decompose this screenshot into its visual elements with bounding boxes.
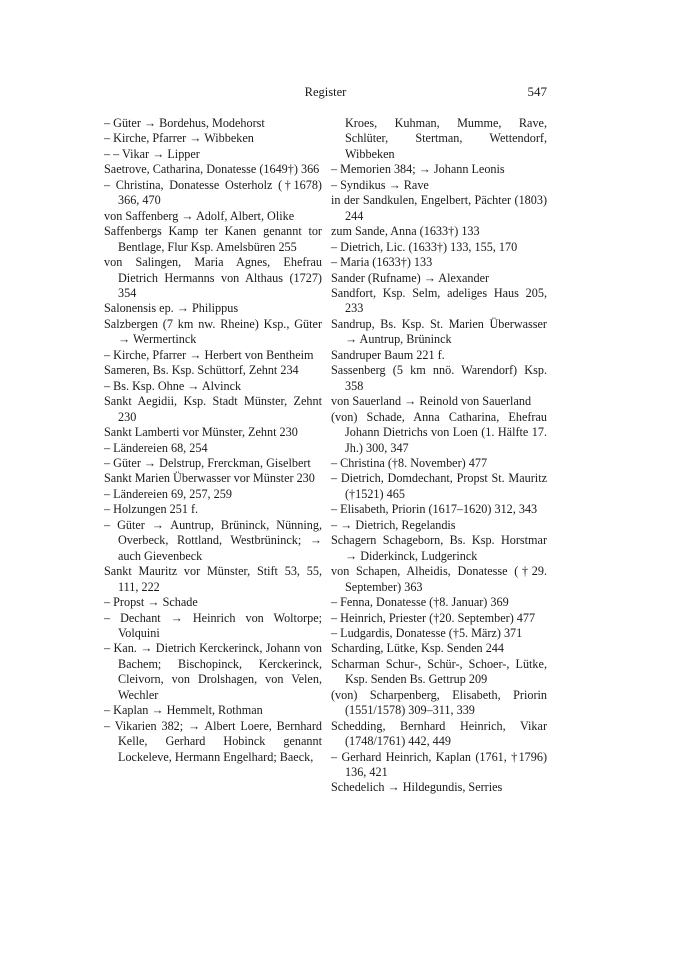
index-entry: – Propst → Schade [104, 595, 198, 610]
page-number: 547 [527, 84, 547, 99]
index-entry: Schedding, Bernhard Heinrich, Vikar (1748/1761) 442, 449 [331, 718, 547, 749]
index-entry: – Ländereien 69, 257, 259 [104, 486, 232, 501]
index-entry: – Gerhard Heinrich, Kaplan (1761, †1796) 136, 421 [331, 749, 547, 780]
index-entry: Sameren, Bs. Ksp. Schüttorf, Zehnt 234 [104, 363, 299, 378]
index-entry: – Dietrich, Lic. (1633†) 133, 155, 170 [331, 239, 518, 254]
index-entry: – Memorien 384; → Johann Leonis [331, 162, 505, 177]
index-entry: – → Dietrich, Regelandis [331, 517, 456, 532]
index-entry: Sandrup, Bs. Ksp. St. Marien Überwasser → Auntrup, Brüninck [331, 316, 547, 347]
index-entry: – Dechant → Heinrich von Woltorpe; Volquini [104, 610, 322, 640]
index-entry: – Ludgardis, Donatesse (†5. März) 371 [331, 625, 523, 640]
index-entry: von Schapen, Alheidis, Donatesse (†29. September) 363 [331, 564, 547, 594]
index-entry: – Christina, Donatesse Osterholz (†1678) 366, 470 [104, 177, 322, 208]
index-entry: Salzbergen (7 km nw. Rheine) Ksp., Güter → Wermertinck [104, 316, 322, 347]
index-entry: Saffenbergs Kamp ter Kanen genannt tor Bentlage, Flur Ksp. Amelsbüren 255 [104, 224, 322, 254]
index-entry: – – Vikar → Lipper [104, 146, 200, 161]
index-column-right [331, 116, 547, 796]
index-entry: – Syndikus → Rave [331, 177, 429, 192]
index-entry: Saetrove, Catharina, Donatesse (1649†) 366 [104, 162, 320, 177]
index-entry: Sankt Aegidii, Ksp. Stadt Münster, Zehnt 230 [104, 394, 322, 424]
index-entry: Sander (Rufname) → Alexander [331, 270, 490, 285]
index-entry: – Maria (1633†) 133 [331, 255, 433, 270]
index-entry: Schedelich → Hildegundis, Serries [331, 780, 503, 795]
index-entry: Sankt Mauritz vor Münster, Stift 53, 55, 111, 222 [104, 564, 322, 594]
index-column-left [104, 116, 322, 765]
running-title: Register [304, 85, 347, 99]
index-entry: – Christina (†8. November) 477 [331, 455, 488, 470]
index-entry: Schagern Schageborn, Bs. Ksp. Horstmar → Diderkinck, Ludgerinck [331, 533, 547, 563]
index-entry: – Heinrich, Priester (†20. September) 477 [331, 610, 536, 625]
index-entry: Sankt Lamberti vor Münster, Zehnt 230 [104, 425, 298, 440]
index-entry: – Güter → Auntrup, Brüninck, Nünning, Overbeck, Rottland, Westbrüninck; → auch Gievenbeck [104, 517, 322, 563]
index-entry: – Fenna, Donatesse (†8. Januar) 369 [331, 595, 509, 610]
index-entry: – Kan. → Dietrich Kerckerinck, Johann von Bachem; Bischopinck, Kerckerinck, Cleivorn, von Drolshagen, von Velen, Wechler [104, 641, 322, 702]
index-entry: – Kirche, Pfarrer → Herbert von Bentheim [104, 347, 314, 362]
index-entry: Sandruper Baum 221 f. [331, 347, 445, 362]
index-entry: – Güter → Bordehus, Modehorst [104, 116, 265, 130]
index-entry: (von) Schade, Anna Catharina, Ehefrau Johann Dietrichs von Loen (1. Hälfte 17. Jh.) 300, 347 [331, 409, 547, 455]
index-entry: – Güter → Delstrup, Frerckman, Giselbert [104, 455, 311, 470]
index-entry: – Bs. Ksp. Ohne → Alvinck [104, 378, 242, 393]
index-entry: zum Sande, Anna (1633†) 133 [331, 224, 480, 239]
index-entry: in der Sandkulen, Engelbert, Pächter (1803) 244 [331, 193, 547, 223]
running-head [104, 85, 547, 103]
index-entry: von Salingen, Maria Agnes, Ehefrau Dietrich Hermanns von Althaus (1727) 354 [104, 255, 322, 300]
index-entry: von Saffenberg → Adolf, Albert, Olike [104, 208, 295, 223]
index-entry: – Dietrich, Domdechant, Propst St. Mauritz (†1521) 465 [331, 471, 547, 501]
index-entry: Scharding, Lütke, Ksp. Senden 244 [331, 641, 504, 656]
index-entry: – Holzungen 251 f. [104, 502, 199, 517]
index-entry: Scharman Schur-, Schür-, Schoer-, Lütke, Ksp. Senden Bs. Gettrup 209 [331, 656, 547, 687]
index-entry: von Sauerland → Reinold von Sauerland [331, 394, 532, 409]
index-entry: Salonensis ep. → Philippus [104, 301, 239, 316]
index-entry: Sankt Marien Überwasser vor Münster 230 [104, 471, 315, 486]
index-entry: Sassenberg (5 km nnö. Warendorf) Ksp. 358 [331, 363, 547, 393]
index-entry: – Elisabeth, Priorin (1617–1620) 312, 343 [331, 502, 538, 517]
index-entry: – Kaplan → Hemmelt, Rothman [104, 703, 263, 718]
index-entry: (von) Scharpenberg, Elisabeth, Priorin (1551/1578) 309–311, 339 [331, 687, 547, 718]
index-entry: – Vikarien 382; → Albert Loere, Bernhard Kelle, Gerhard Hobinck genannt Lockeleve, Hermann Engelhard; Baeck, [104, 718, 322, 764]
index-entry: Sandfort, Ksp. Selm, adeliges Haus 205, 233 [331, 285, 547, 316]
index-entry: – Kirche, Pfarrer → Wibbeken [104, 131, 254, 146]
index-entry-continuation: Kroes, Kuhman, Mumme, Rave, Schlüter, Stertman, Wettendorf, Wibbeken [345, 116, 547, 161]
index-entry: – Ländereien 68, 254 [104, 440, 208, 455]
